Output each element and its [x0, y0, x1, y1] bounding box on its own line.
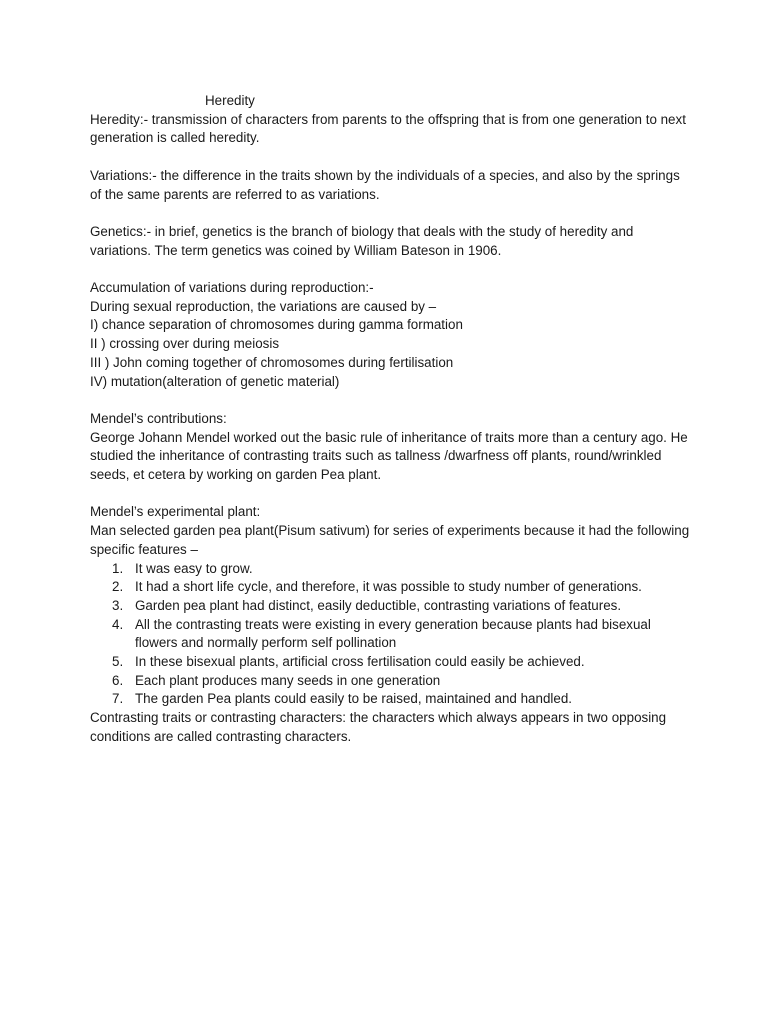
- list-item-number: 5.: [112, 654, 124, 670]
- variation-cause: I) chance separation of chromosomes during gamma formation: [90, 317, 463, 333]
- list-item: [90, 597, 690, 616]
- list-item: [90, 653, 690, 672]
- list-item-number: 7.: [112, 691, 124, 707]
- accumulation-intro: During sexual reproduction, the variations are caused by –: [90, 298, 437, 314]
- spacer: [90, 260, 690, 279]
- genetics-definition: Genetics:- in brief, genetics is the branch of biology that deals with the study of heredity and variations. The term genetics was coined by William Bateson in 1906.: [90, 223, 634, 258]
- list-item-text: Garden pea plant had distinct, easily deductible, contrasting variations of features.: [135, 597, 622, 613]
- spacer: [90, 391, 690, 410]
- spacer: [90, 148, 690, 167]
- list-item: [90, 672, 690, 691]
- variation-cause: III ) John coming together of chromosomes during fertilisation: [90, 354, 454, 370]
- mendel-plant-intro: Man selected garden pea plant(Pisum sativum) for series of experiments because it had the following specific features –: [90, 523, 690, 557]
- contrasting-traits-definition: Contrasting traits or contrasting characters: the characters which always appears in two opposing conditions are called contrasting characters.: [90, 710, 667, 744]
- list-item-number: 3.: [112, 597, 124, 613]
- list-item: [90, 690, 690, 709]
- list-item-number: 6.: [112, 672, 124, 688]
- spacer: [90, 485, 690, 504]
- heredity-definition: Heredity:- transmission of characters from parents to the offspring that is from one generation to next generation is called heredity.: [90, 111, 686, 146]
- mendel-contributions-heading: Mendel’s contributions:: [90, 410, 227, 426]
- spacer: [90, 204, 690, 223]
- features-list: [90, 560, 690, 710]
- document-title: Heredity: [205, 93, 255, 108]
- accumulation-heading: Accumulation of variations during reproduction:-: [90, 279, 374, 295]
- list-item-number: 1.: [112, 560, 124, 576]
- list-item-text: In these bisexual plants, artificial cross fertilisation could easily be achieved.: [135, 654, 585, 670]
- list-item-number: 2.: [112, 579, 124, 595]
- variation-cause: IV) mutation(alteration of genetic material): [90, 373, 340, 389]
- variations-definition: Variations:- the difference in the traits shown by the individuals of a species, and also by the springs of the same parents are referred to as variations.: [90, 167, 680, 202]
- list-item-text: Each plant produces many seeds in one generation: [135, 672, 441, 688]
- list-item-number: 4.: [112, 616, 124, 632]
- list-item: [90, 560, 690, 579]
- list-item-text: The garden Pea plants could easily to be raised, maintained and handled.: [135, 691, 572, 707]
- document-page: [90, 92, 690, 747]
- list-item-text: It was easy to grow.: [135, 560, 253, 576]
- mendel-plant-heading: Mendel’s experimental plant:: [90, 504, 261, 520]
- list-item: [90, 578, 690, 597]
- list-item: [90, 616, 690, 653]
- mendel-contributions-body: George Johann Mendel worked out the basic rule of inheritance of traits more than a century ago. He studied the inheritance of contrasting traits such as tallness /dwarfness off plants, round/wrinkled seeds, et cetera by working on garden Pea plant.: [90, 429, 688, 482]
- list-item-text: All the contrasting treats were existing in every generation because plants had bisexual flowers and normally perform self pollination: [135, 616, 651, 651]
- list-item-text: It had a short life cycle, and therefore, it was possible to study number of generations.: [135, 579, 642, 595]
- variation-cause: II ) crossing over during meiosis: [90, 336, 280, 352]
